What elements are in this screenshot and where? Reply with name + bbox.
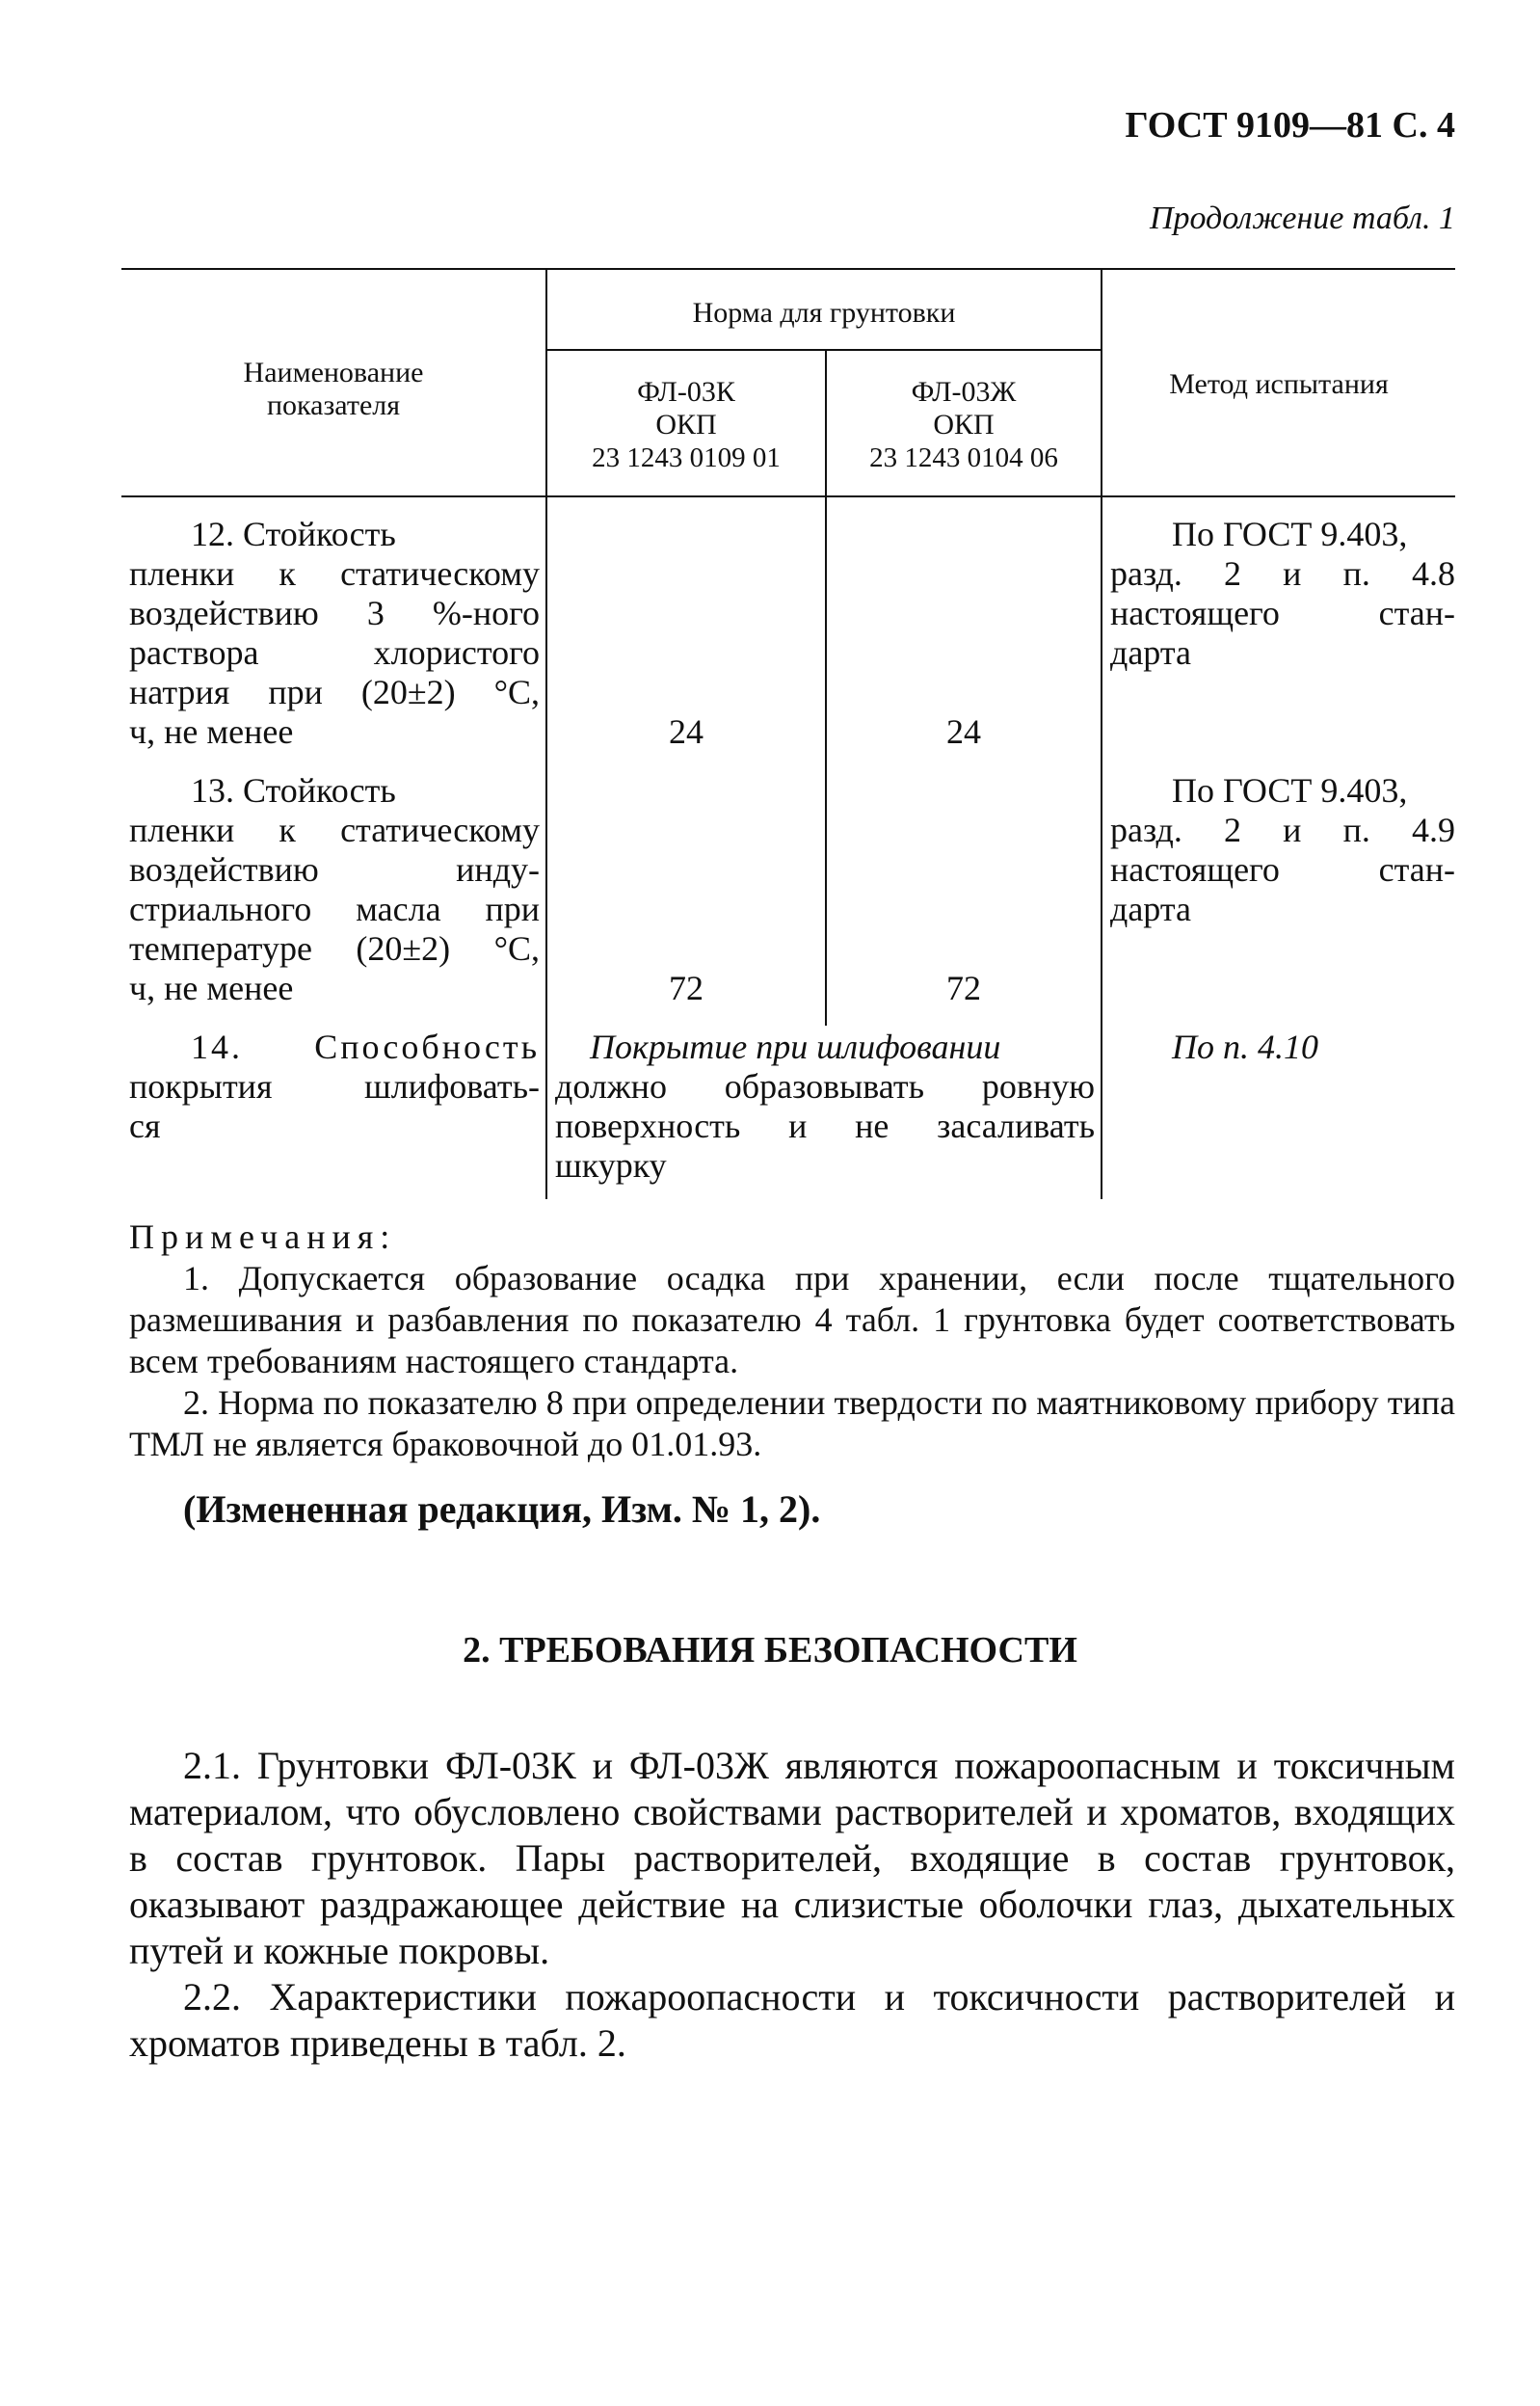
header-indicator-name: Наименование показателя <box>243 357 424 421</box>
row-14-indicator: 14. Способность покрытия шлифовать- ся <box>129 1028 540 1145</box>
fl03k-okp: ОКП <box>655 409 717 441</box>
note-1: 1. Допускается образование осадка при хранении, если после тщательного размешивания и разбавления по показателю 4 табл. 1 грунтовка будет соответствовать всем требованиям настоящего стандарта. <box>129 1259 1455 1380</box>
header-bottom-rule <box>121 495 1455 497</box>
section-body <box>129 1743 1455 2067</box>
note-2: 2. Норма по показателю 8 при определении твердости по маятниковому прибору типа ТМЛ не является браковочной до 01.01.93. <box>129 1383 1455 1463</box>
paragraph-2-2: 2.2. Характеристики пожароопасности и токсичности растворителей и хроматов приведены в табл. 2. <box>129 1975 1455 2065</box>
fl03k-name: ФЛ-03К <box>637 376 735 408</box>
row-13-fl03zh-value: 72 <box>946 969 981 1007</box>
header-test-method: Метод испытания <box>1169 368 1389 400</box>
row-12-method: По ГОСТ 9.403, разд. 2 и п. 4.8 настоящего стан- дарта <box>1110 515 1455 672</box>
properties-table <box>121 268 1455 1201</box>
fl03zh-name: ФЛ-03Ж <box>911 376 1017 408</box>
row-13-indicator: 13. Стойкость пленки к статическому воздействию инду- стриального масла при температуре (20±2) °С, ч, не менее <box>129 771 540 1007</box>
header-fl03k <box>547 376 825 474</box>
row-14-requirement: Покрытие при шлифовании должно образовывать ровную поверхность и не засаливать шкурку <box>555 1028 1095 1185</box>
table-top-rule <box>121 268 1455 270</box>
header-norm: Норма для грунтовки <box>692 297 956 329</box>
row-12-indicator: 12. Стойкость пленки к статическому воздействию 3 %-ного раствора хлористого натрия при (20±2) °С, ч, не менее <box>129 515 540 751</box>
amendment-note: (Измененная редакция, Изм. № 1, 2). <box>183 1487 821 1531</box>
paragraph-2-1: 2.1. Грунтовки ФЛ-03К и ФЛ-03Ж являются пожароопасным и токсичным материалом, что обусловлено свойствами растворителей и хроматов, входящих в состав грунтовок. Пары растворителей, входящие в состав грунтовок, оказывают раздражающее действие на слизистые оболочки глаз, дыхательных путей и кожные покровы. <box>129 1744 1455 1972</box>
row-12-fl03zh-value: 24 <box>946 712 981 751</box>
notes-block <box>129 1216 1455 1465</box>
fl03zh-code: 23 1243 0104 06 <box>869 442 1058 473</box>
fl03k-code: 23 1243 0109 01 <box>592 442 781 473</box>
row-12-fl03k-value: 24 <box>669 712 704 751</box>
fl03zh-okp: ОКП <box>933 409 995 441</box>
notes-title: Примечания: <box>129 1217 397 1256</box>
row-13-method: По ГОСТ 9.403, разд. 2 и п. 4.9 настоящего стан- дарта <box>1110 771 1455 928</box>
page-header: ГОСТ 9109—81 С. 4 <box>1125 105 1455 146</box>
row-14-method: По п. 4.10 <box>1172 1028 1318 1066</box>
column-rule-3 <box>1101 268 1102 1199</box>
section-title: 2. ТРЕБОВАНИЯ БЕЗОПАСНОСТИ <box>463 1630 1077 1671</box>
header-fl03zh <box>827 376 1101 474</box>
header-norm-rule <box>545 349 1102 351</box>
row-13-fl03k-value: 72 <box>669 969 704 1007</box>
table-continuation-label: Продолжение табл. 1 <box>1149 200 1455 236</box>
